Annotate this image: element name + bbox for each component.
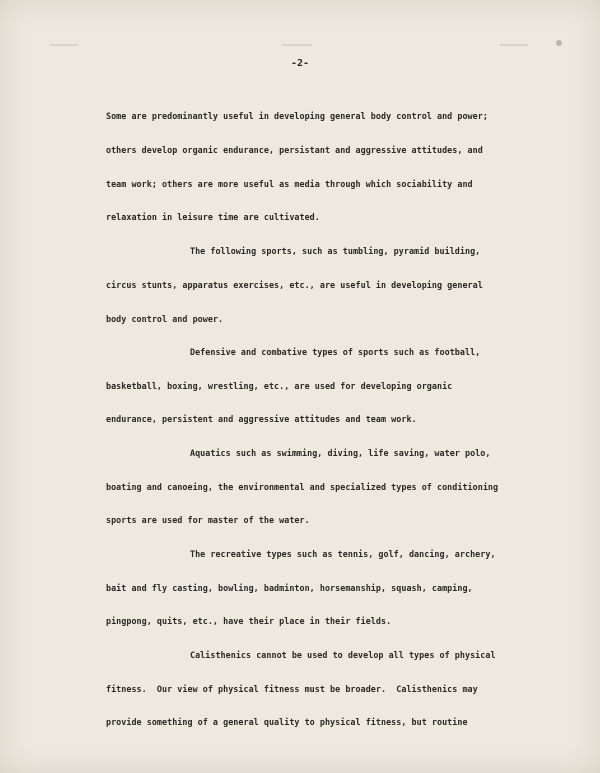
- text-line: body control and power.: [106, 314, 224, 324]
- page-number: -2-: [290, 58, 310, 69]
- text-line: fitness. Our view of physical fitness must be broader. Calisthenics may: [106, 684, 478, 694]
- paragraph-first-line: Defensive and combative types of sports such as football,: [190, 347, 481, 357]
- text-line: sports are used for master of the water.: [106, 515, 310, 525]
- faint-offset-mark-right: [500, 44, 528, 46]
- text-line: basketball, boxing, wrestling, etc., are used for developing organic: [106, 381, 453, 391]
- paragraph-first-line: Calisthenics cannot be used to develop all types of physical: [190, 650, 496, 660]
- text-line: circus stunts, apparatus exercises, etc., are useful in developing general: [106, 280, 483, 290]
- paragraph-first-line: The following sports, such as tumbling, pyramid building,: [190, 246, 481, 256]
- text-line: relaxation in leisure time are cultivated.: [106, 212, 320, 222]
- text-line: bait and fly casting, bowling, badminton, horsemanship, squash, camping,: [106, 583, 473, 593]
- text-line: team work; others are more useful as media through which sociability and: [106, 179, 473, 189]
- corner-punch-mark: [556, 40, 562, 46]
- text-line: pingpong, quits, etc., have their place in their fields.: [106, 616, 392, 626]
- text-line: provide something of a general quality to physical fitness, but routine: [106, 717, 468, 727]
- text-line: boating and canoeing, the environmental and specialized types of conditioning: [106, 482, 499, 492]
- paragraph-first-line: Aquatics such as swimming, diving, life saving, water polo,: [190, 448, 491, 458]
- faint-offset-mark-center: [282, 44, 312, 46]
- faint-offset-mark-left: [50, 44, 78, 46]
- text-line: others develop organic endurance, persistant and aggressive attitudes, and: [106, 145, 483, 155]
- text-line: endurance, persistent and aggressive attitudes and team work.: [106, 414, 417, 424]
- text-line: Some are predominantly useful in developing general body control and power;: [106, 111, 488, 121]
- paragraph-first-line: The recreative types such as tennis, golf, dancing, archery,: [190, 549, 496, 559]
